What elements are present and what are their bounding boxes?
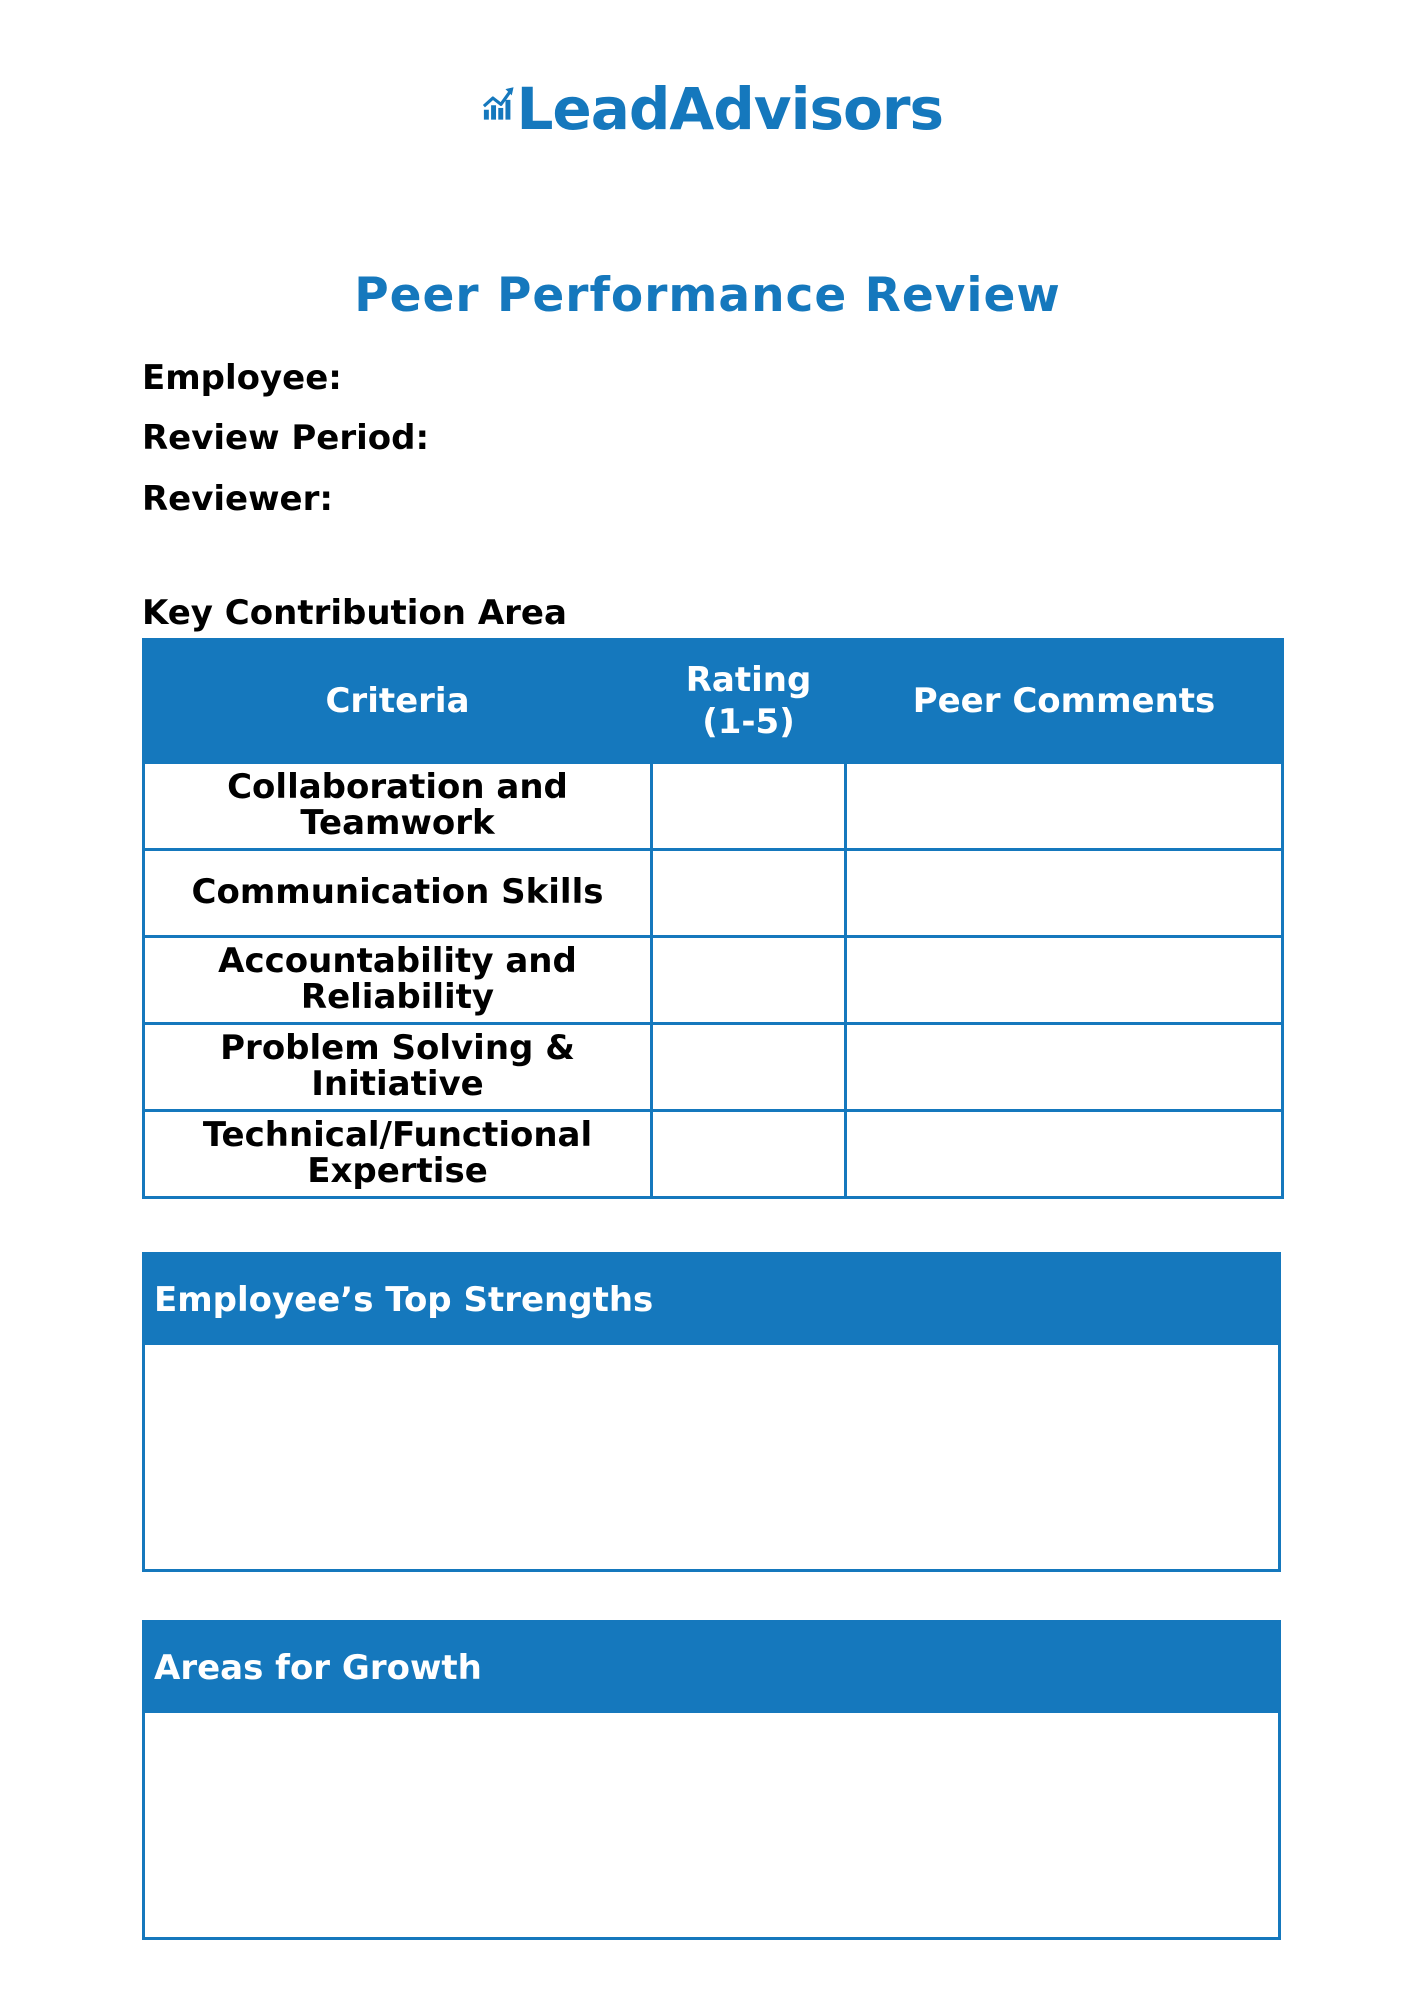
- rating-cell[interactable]: [652, 850, 846, 937]
- review-period-label: Review Period:: [142, 418, 430, 458]
- rating-cell[interactable]: [652, 937, 846, 1024]
- criteria-cell: Communication Skills: [144, 850, 652, 937]
- rating-cell[interactable]: [652, 1111, 846, 1198]
- criteria-header: Criteria: [144, 640, 652, 763]
- criteria-cell: Technical/Functional Expertise: [144, 1111, 652, 1198]
- comments-cell[interactable]: [846, 850, 1283, 937]
- table-row: [144, 937, 1283, 1024]
- table-row: [144, 1111, 1283, 1198]
- table-row: [144, 763, 1283, 850]
- rating-cell[interactable]: [652, 1024, 846, 1111]
- comments-cell[interactable]: [846, 1024, 1283, 1111]
- comments-cell[interactable]: [846, 1111, 1283, 1198]
- table-row: [144, 1024, 1283, 1111]
- criteria-cell: Accountability and Reliability: [144, 937, 652, 1024]
- bar-chart-arrow-icon: [483, 66, 514, 140]
- comments-cell[interactable]: [846, 937, 1283, 1024]
- criteria-cell: Problem Solving & Initiative: [144, 1024, 652, 1111]
- table-header-row: [144, 640, 1283, 763]
- rating-cell[interactable]: [652, 763, 846, 850]
- top-strengths-section: [142, 1252, 1281, 1572]
- peer-comments-header: Peer Comments: [846, 640, 1283, 763]
- key-contribution-area-label: Key Contribution Area: [142, 593, 567, 633]
- comments-cell[interactable]: [846, 763, 1283, 850]
- top-strengths-header: Employee’s Top Strengths: [145, 1255, 1278, 1345]
- criteria-table: [142, 638, 1284, 1199]
- areas-for-growth-section: [142, 1620, 1281, 1940]
- brand-logo: [483, 58, 943, 143]
- reviewer-label: Reviewer:: [142, 479, 333, 519]
- table-row: [144, 850, 1283, 937]
- top-strengths-input[interactable]: [145, 1345, 1278, 1569]
- criteria-cell: Collaboration and Teamwork: [144, 763, 652, 850]
- brand-name: LeadAdvisors: [516, 75, 943, 143]
- areas-for-growth-header: Areas for Growth: [145, 1623, 1278, 1713]
- rating-header: Rating (1-5): [652, 640, 846, 763]
- areas-for-growth-input[interactable]: [145, 1713, 1278, 1937]
- employee-label: Employee:: [142, 358, 342, 398]
- page-title: Peer Performance Review: [354, 268, 1061, 323]
